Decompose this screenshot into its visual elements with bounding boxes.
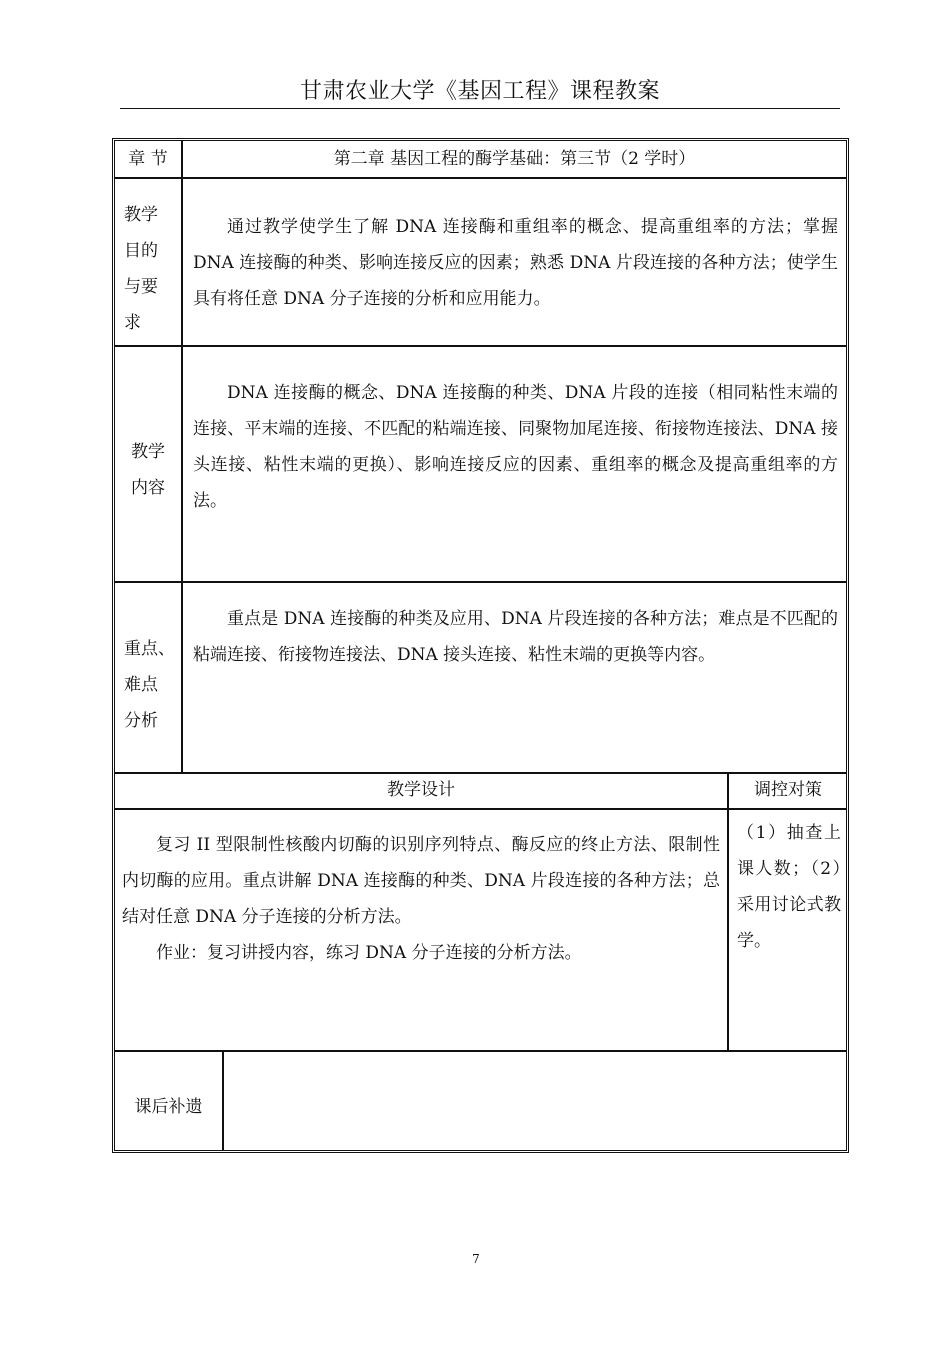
strategy-header: 调控对策	[754, 780, 822, 800]
content-label: 教学 内容	[131, 442, 165, 498]
design-header: 教学设计	[387, 780, 455, 800]
strategy-column-divider	[727, 772, 729, 1050]
header-rule	[120, 108, 840, 109]
label-column-divider	[181, 141, 183, 772]
row-divider	[115, 581, 846, 583]
strategy-text: （1）抽查上课人数；（2）采用讨论式教学。	[737, 823, 841, 951]
row-divider	[115, 177, 846, 179]
page-number: 7	[472, 1252, 480, 1266]
document-title: 甘肃农业大学《基因工程》课程教案	[299, 79, 660, 104]
row-divider	[115, 345, 846, 347]
row-divider	[115, 808, 846, 810]
chapter-value: 第二章 基因工程的酶学基础：第三节（2 学时）	[333, 149, 696, 169]
design-paragraph: 复习 II 型限制性核酸内切酶的识别序列特点、酶反应的终止方法、限制性内切酶的应用。重点讲解 DNA 连接酶的种类、DNA 片段连接的各种方法；总结对任意 DNA 分子连接的分析方法。	[122, 835, 720, 927]
objectives-text: 通过教学使学生了解 DNA 连接酶和重组率的概念、提高重组率的方法；掌握 DNA 连接酶的种类、影响连接反应的因素；熟悉 DNA 片段连接的各种方法；使学生具有将任意 DNA 分子连接的分析和应用能力。	[193, 217, 838, 309]
homework-paragraph: 作业：复习讲授内容，练习 DNA 分子连接的分析方法。	[156, 943, 582, 963]
supplement-label: 课后补遗	[134, 1097, 203, 1117]
content-text: DNA 连接酶的概念、DNA 连接酶的种类、DNA 片段的连接（相同粘性末端的连接、平末端的连接、不匹配的粘端连接、同聚物加尾连接、衔接物连接法、DNA 接头连接、粘性末端的更换）、影响连接反应的因素、重组率的概念及提高重组率的方法。	[193, 383, 838, 511]
lesson-plan-table	[112, 138, 849, 1153]
supplement-column-divider	[222, 1050, 224, 1150]
design-body	[122, 827, 720, 971]
key-points-text: 重点是 DNA 连接酶的种类及应用、DNA 片段连接的各种方法；难点是不匹配的粘端连接、衔接物连接法、DNA 接头连接、粘性末端的更换等内容。	[193, 609, 838, 665]
key-points-label: 重点、 难点 分析	[124, 639, 175, 731]
chapter-label: 章 节	[128, 149, 168, 169]
objectives-label: 教学 目的 与要 求	[124, 205, 158, 333]
row-divider	[115, 1050, 846, 1052]
